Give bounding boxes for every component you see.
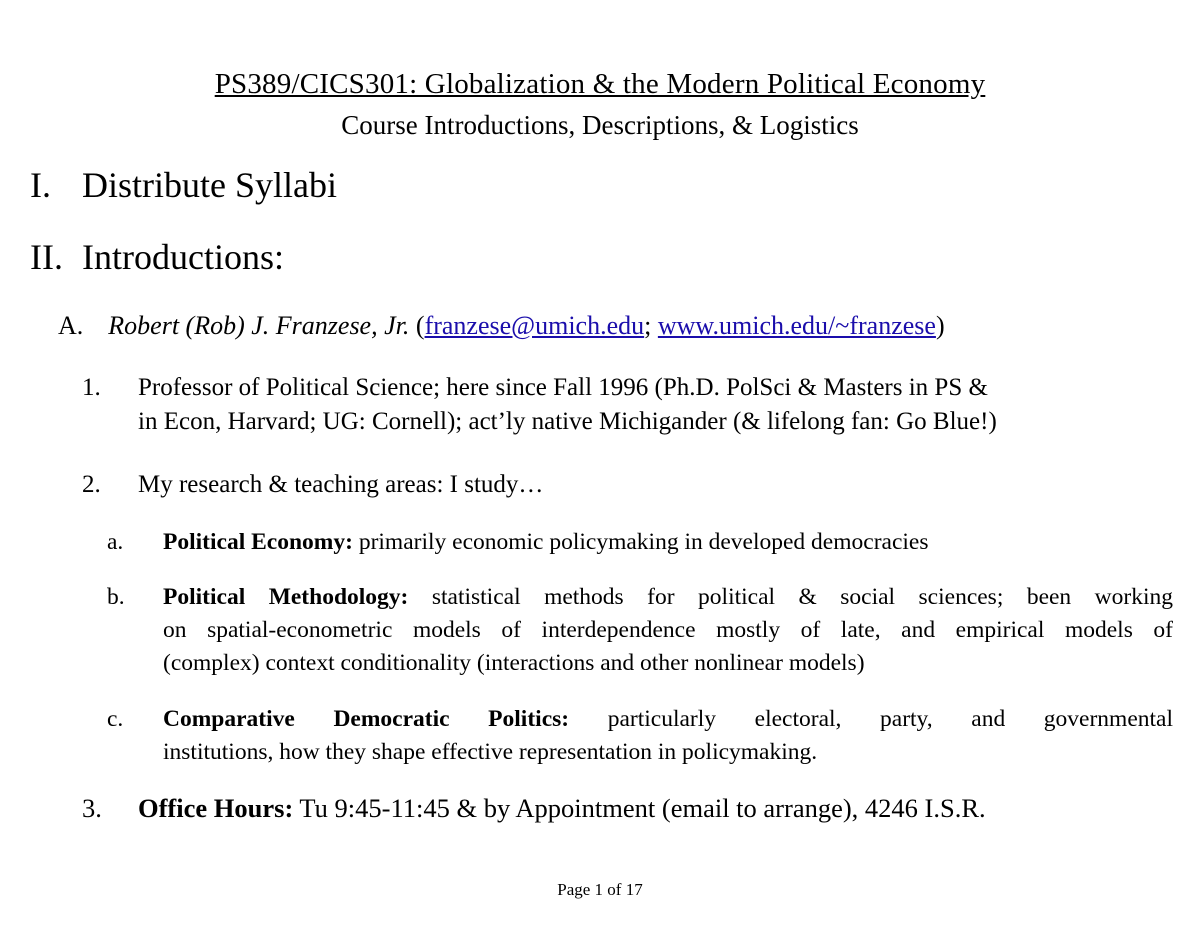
item-text: My research & teaching areas: I study… — [138, 471, 544, 498]
subitem-description: on spatial-econometric models of interdependence mostly of late, and empirical models of — [163, 617, 1173, 643]
subitem-text — [163, 581, 1173, 680]
item-text — [138, 791, 986, 825]
subitem-marker: c. — [107, 706, 124, 732]
list-item-office-hours — [82, 791, 1182, 829]
item-line: Professor of Political Science; here since Fall 1996 (Ph.D. PolSci & Masters in PS & — [138, 374, 988, 401]
office-hours-text: Tu 9:45-11:45 & by Appointment (email to arrange), 4246 I.S.R. — [293, 793, 986, 823]
document-title: PS389/CICS301: Globalization & the Modern Political Economy — [214, 68, 986, 100]
item-number: 2. — [82, 471, 101, 498]
item-number: 3. — [82, 793, 102, 823]
instructor-marker: A. — [58, 311, 84, 340]
subitem-text — [163, 526, 929, 559]
list-item-professor — [82, 371, 1182, 441]
paren-close: ) — [935, 311, 945, 340]
section-number: II. — [30, 237, 63, 277]
subitem-label: Political Methodology: — [163, 584, 409, 610]
item-line: in Econ, Harvard; UG: Cornell); act’ly native Michigander (& lifelong fan: Go Blue!) — [138, 408, 997, 435]
subitem-description: statistical methods for political & social sciences; been working — [408, 584, 1173, 610]
website-link[interactable]: www.umich.edu/~franzese — [657, 311, 936, 340]
subitem-comparative-politics — [107, 703, 1177, 771]
subitem-marker: b. — [107, 584, 125, 610]
subitem-description: primarily economic policymaking in developed democracies — [352, 529, 929, 555]
subitem-text — [163, 703, 1173, 769]
separator: ; — [644, 311, 658, 340]
item-number: 1. — [82, 374, 101, 401]
document-subtitle: Course Introductions, Descriptions, & Logistics — [341, 110, 859, 140]
subitem-description: particularly electoral, party, and governmental — [569, 706, 1174, 732]
section-heading: Introductions: — [82, 237, 284, 277]
subitem-label: Comparative Democratic Politics: — [163, 706, 570, 732]
page-number: Page 1 of 17 — [557, 880, 643, 899]
subitem-political-methodology — [107, 581, 1177, 681]
section-introductions — [30, 236, 630, 280]
section-distribute-syllabi — [30, 164, 630, 208]
item-text — [138, 371, 997, 439]
instructor-line — [58, 311, 945, 341]
email-link[interactable]: franzese@umich.edu — [424, 311, 645, 340]
subitem-description: (complex) context conditionality (interactions and other nonlinear models) — [163, 650, 865, 676]
section-heading: Distribute Syllabi — [82, 165, 337, 205]
paren-open: ( — [409, 311, 425, 340]
instructor-name: Robert (Rob) J. Franzese, Jr. — [108, 311, 410, 340]
subitem-marker: a. — [107, 529, 124, 555]
subitem-political-economy — [107, 526, 1177, 560]
section-number: I. — [30, 165, 51, 205]
list-item-research — [82, 468, 1182, 504]
subitem-description: institutions, how they shape effective representation in policymaking. — [163, 739, 818, 765]
subitem-label: Political Economy: — [163, 529, 353, 555]
office-hours-label: Office Hours: — [138, 793, 294, 823]
